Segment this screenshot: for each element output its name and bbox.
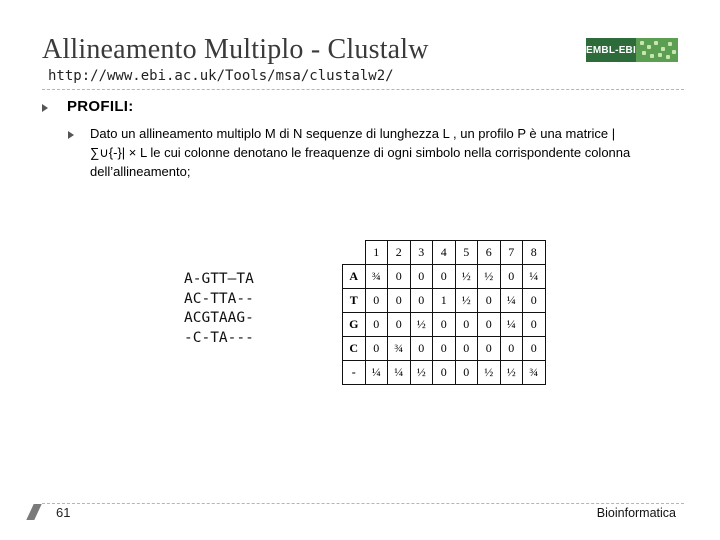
profile-cell: 0 xyxy=(500,337,523,361)
profile-matrix xyxy=(342,240,546,385)
slide-title: Allineamento Multiplo - Clustalw xyxy=(42,34,429,65)
profile-cell: 0 xyxy=(388,289,411,313)
top-divider xyxy=(42,89,684,90)
url-text: http://www.ebi.ac.uk/Tools/msa/clustalw2/ xyxy=(48,68,394,84)
profile-cell: ¾ xyxy=(365,265,388,289)
profile-cell: ½ xyxy=(478,361,501,385)
row-symbol: C xyxy=(343,337,366,361)
column-header: 3 xyxy=(410,241,433,265)
column-header: 6 xyxy=(478,241,501,265)
profile-cell: 0 xyxy=(388,313,411,337)
logo-pattern-icon xyxy=(636,38,678,62)
page-number: 61 xyxy=(56,505,71,520)
profile-cell: 0 xyxy=(455,361,478,385)
bullet-arrow-icon xyxy=(68,131,74,139)
profile-row-a xyxy=(343,265,546,289)
page-marker-icon xyxy=(26,504,41,520)
definition-paragraph: Dato un allineamento multiplo M di N sequenze di lunghezza L , un profilo P è una matrice |∑∪{-}| × L le cui colonne denotano le freaquenze di ogni simbolo nella corrispondente colonna dell’allineamento; xyxy=(90,126,631,179)
row-symbol: A xyxy=(343,265,366,289)
profile-row-t xyxy=(343,289,546,313)
profile-cell: 0 xyxy=(410,289,433,313)
profile-cell: ½ xyxy=(410,361,433,385)
row-symbol: - xyxy=(343,361,366,385)
profile-cell: ¾ xyxy=(388,337,411,361)
profile-cell: 0 xyxy=(500,265,523,289)
profile-cell: 0 xyxy=(478,337,501,361)
profile-cell: ½ xyxy=(455,265,478,289)
profile-cell: ¼ xyxy=(500,313,523,337)
profile-cell: 0 xyxy=(523,289,546,313)
profile-cell: 0 xyxy=(410,337,433,361)
profile-cell: ¼ xyxy=(388,361,411,385)
bottom-divider xyxy=(42,503,684,504)
profile-row-g xyxy=(343,313,546,337)
profile-cell: ¼ xyxy=(500,289,523,313)
profile-cell: ¼ xyxy=(523,265,546,289)
sequence-line: AC-TTA-- xyxy=(184,290,254,307)
profile-cell: 0 xyxy=(365,313,388,337)
profile-corner xyxy=(343,241,366,265)
profile-cell: ¼ xyxy=(365,361,388,385)
profile-cell: ½ xyxy=(410,313,433,337)
column-header: 4 xyxy=(433,241,456,265)
profile-cell: 0 xyxy=(433,265,456,289)
row-symbol: G xyxy=(343,313,366,337)
profile-cell: 0 xyxy=(433,313,456,337)
profile-cell: 0 xyxy=(388,265,411,289)
sequence-line: -C-TA--- xyxy=(184,329,254,346)
sequence-line: A-GTT—TA xyxy=(184,271,254,287)
profile-cell: ½ xyxy=(455,289,478,313)
column-header: 8 xyxy=(523,241,546,265)
embl-ebi-logo xyxy=(586,38,678,62)
profile-cell: 0 xyxy=(523,313,546,337)
column-header: 7 xyxy=(500,241,523,265)
profile-cell: 0 xyxy=(365,337,388,361)
profile-cell: 0 xyxy=(433,361,456,385)
logo-text: EMBL-EBI xyxy=(586,38,636,62)
profile-cell: 0 xyxy=(433,337,456,361)
profile-header-row xyxy=(343,241,546,265)
column-header: 2 xyxy=(388,241,411,265)
sequence-line: ACGTAAG- xyxy=(184,310,254,326)
profile-cell: ½ xyxy=(500,361,523,385)
footer-label: Bioinformatica xyxy=(596,506,676,520)
profile-cell: 0 xyxy=(365,289,388,313)
profile-cell: 0 xyxy=(455,313,478,337)
profile-cell: 0 xyxy=(478,313,501,337)
column-header: 1 xyxy=(365,241,388,265)
bullet-arrow-icon xyxy=(42,104,48,112)
profile-cell: 1 xyxy=(433,289,456,313)
profile-row-gap xyxy=(343,361,546,385)
section-heading: PROFILI: xyxy=(67,98,134,115)
profile-cell: ½ xyxy=(478,265,501,289)
row-symbol: T xyxy=(343,289,366,313)
profile-cell: 0 xyxy=(410,265,433,289)
profile-row-c xyxy=(343,337,546,361)
profile-cell: ¾ xyxy=(523,361,546,385)
profile-cell: 0 xyxy=(455,337,478,361)
profile-cell: 0 xyxy=(523,337,546,361)
column-header: 5 xyxy=(455,241,478,265)
sequence-alignment xyxy=(184,270,254,348)
profile-cell: 0 xyxy=(478,289,501,313)
